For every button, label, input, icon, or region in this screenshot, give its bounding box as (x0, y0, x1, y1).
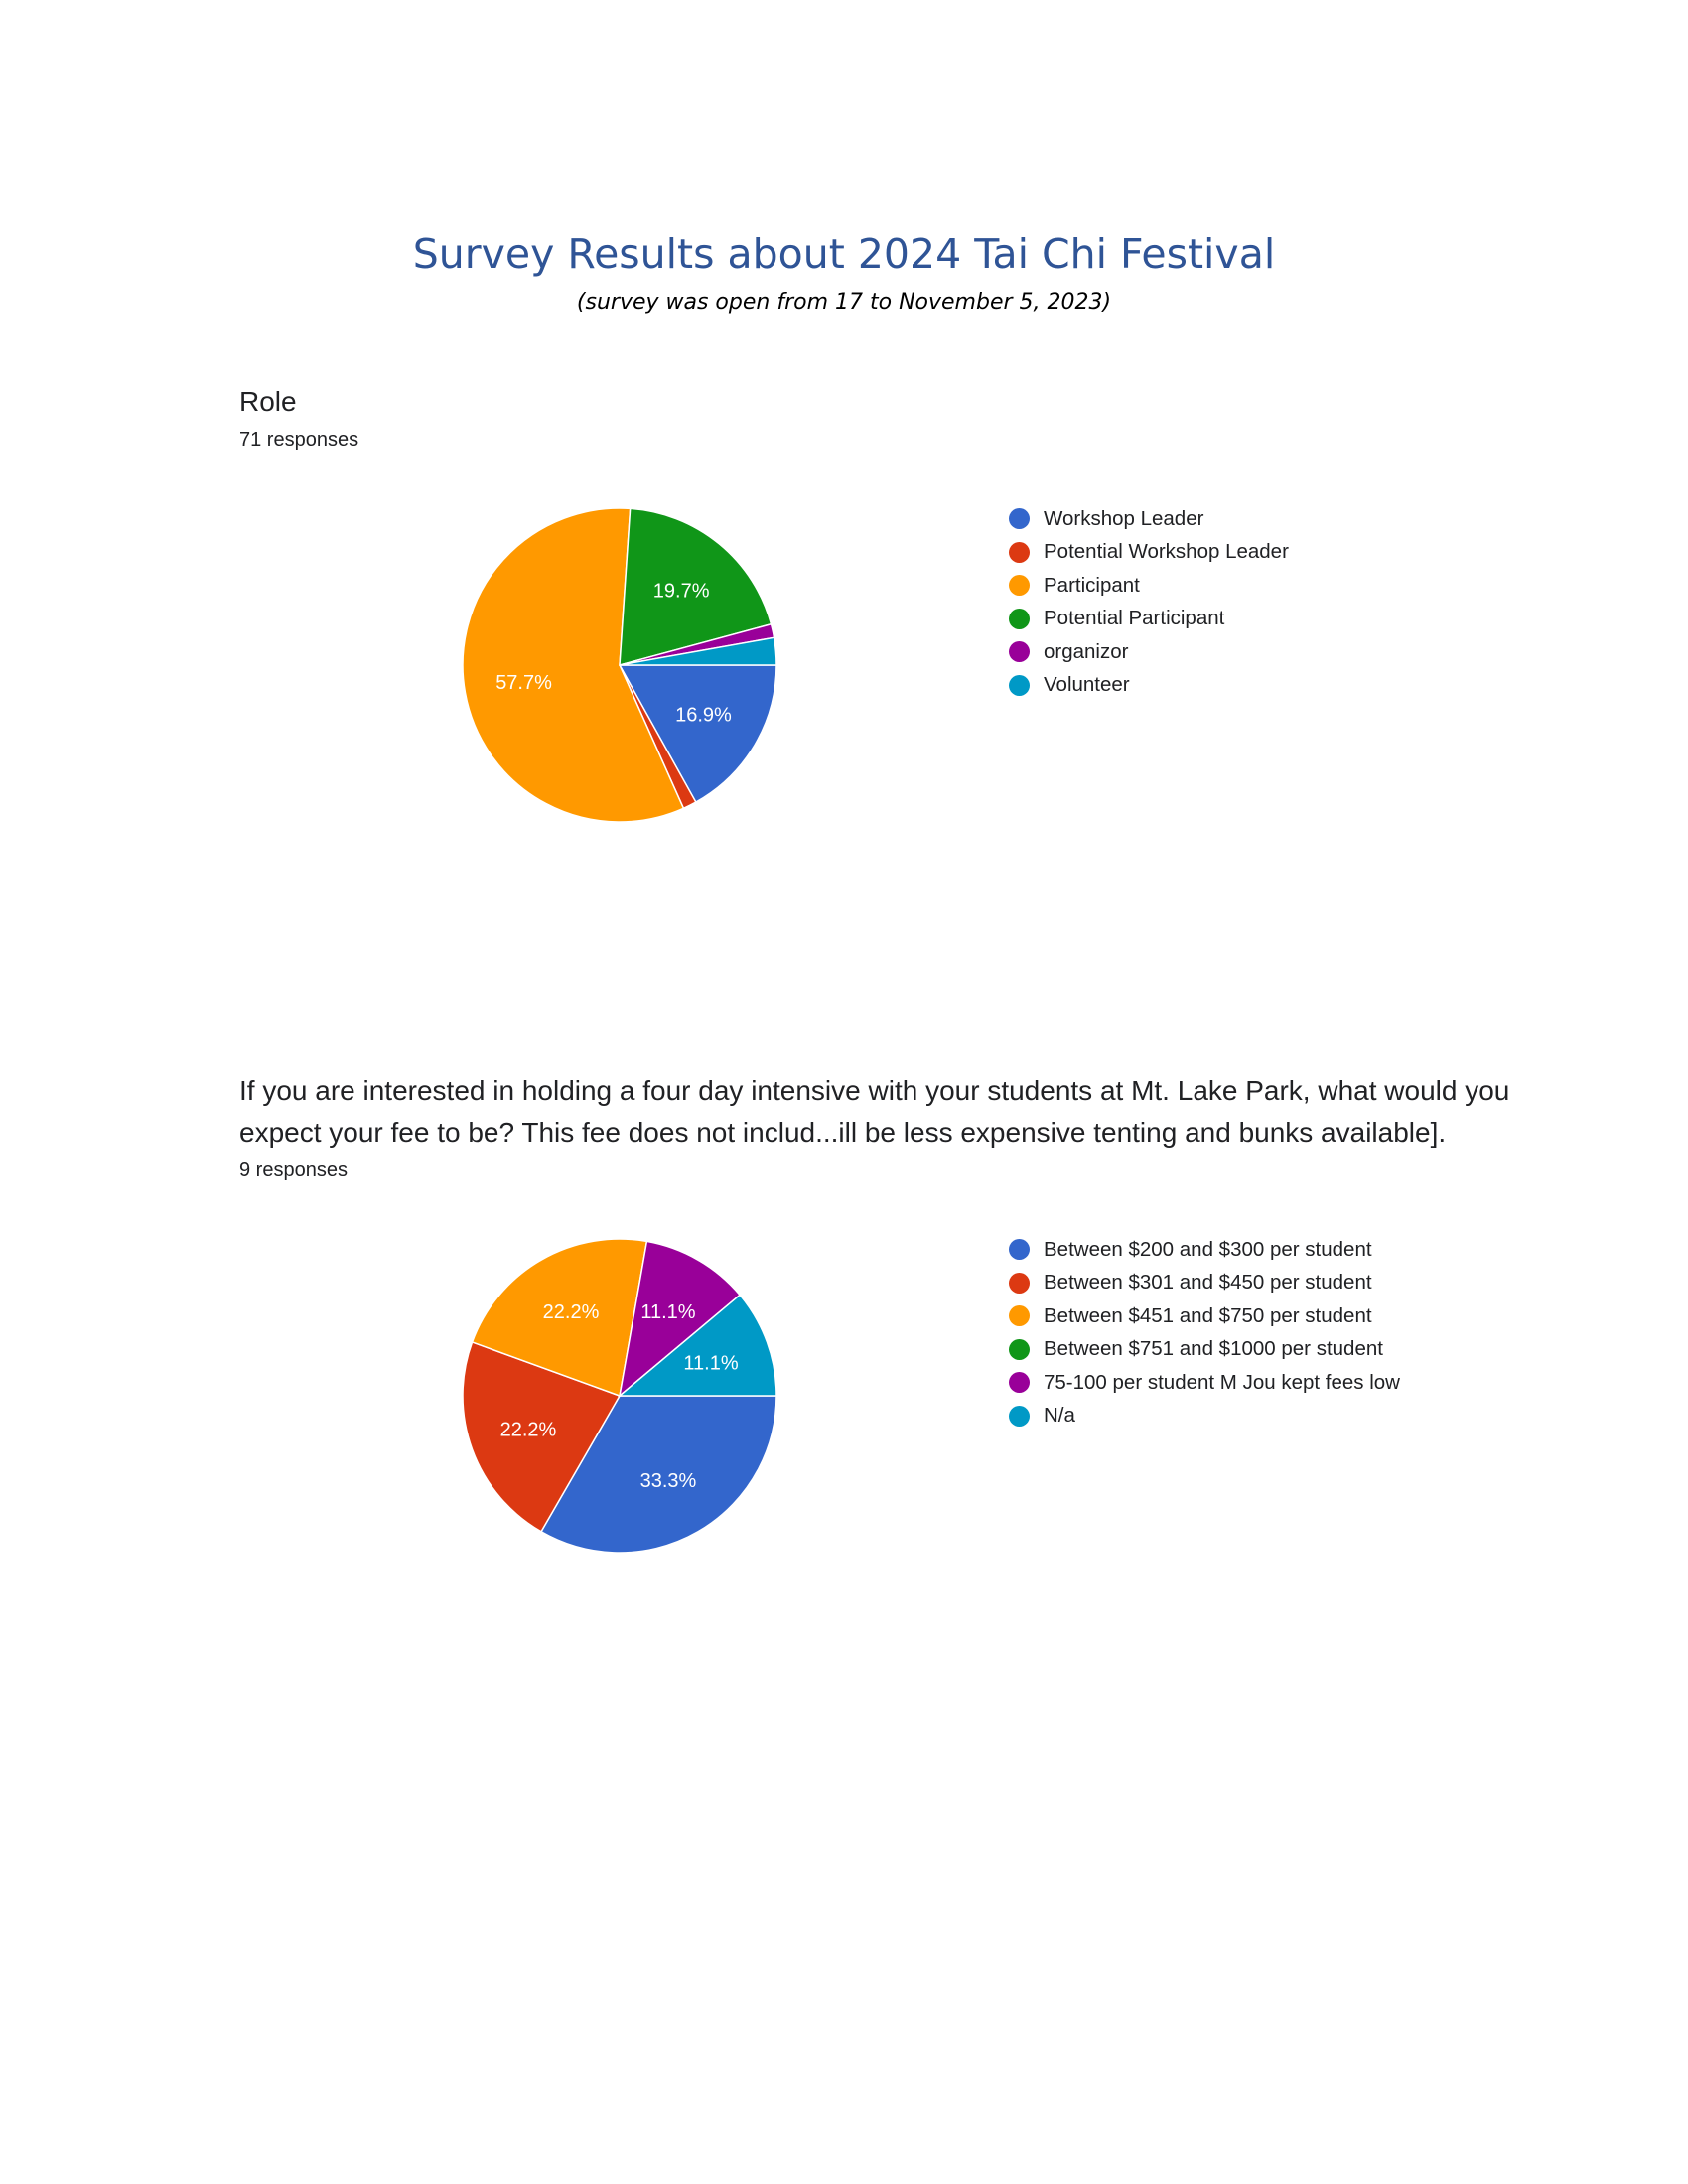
legend-dot (1009, 1372, 1030, 1393)
legend-dot (1009, 542, 1030, 563)
legend-dot (1009, 1273, 1030, 1294)
fee-pie-chart (463, 1239, 778, 1555)
slice-label-between-200-and-300-per-student: 33.3% (639, 1469, 697, 1492)
legend-dot (1009, 675, 1030, 696)
legend-label: organizor (1044, 639, 1129, 663)
legend-label: Between $751 and $1000 per student (1044, 1337, 1383, 1361)
legend-dot (1009, 1339, 1030, 1360)
page-title: Survey Results about 2024 Tai Chi Festival (412, 230, 1276, 278)
chart-title-fee: If you are interested in holding a four day intensive with your students at Mt. Lake Park, what would you expect your fee to be? This fee does not includ...ill be less expensive tenting and bunks available]. (239, 1075, 1510, 1148)
legend-dot (1009, 575, 1030, 596)
slice-label-workshop-leader: 16.9% (675, 704, 732, 727)
legend-item-between-301-and-450-per-student (1009, 1267, 1400, 1300)
slice-label-n-a: 11.1% (683, 1352, 739, 1375)
legend-item-participant (1009, 569, 1289, 603)
legend-item-between-751-and-1000-per-student (1009, 1333, 1400, 1367)
legend-label: Workshop Leader (1044, 506, 1204, 530)
legend-item-between-200-and-300-per-student (1009, 1233, 1400, 1267)
legend-item-between-451-and-750-per-student (1009, 1299, 1400, 1333)
chart-title-role: Role (239, 386, 297, 417)
legend-item-75-100-per-student-m-jou-kept-fees-low (1009, 1366, 1400, 1400)
response-count-role: 71 responses (239, 429, 359, 451)
legend-label: Potential Participant (1044, 607, 1225, 630)
legend-dot (1009, 1305, 1030, 1326)
legend-dot (1009, 1406, 1030, 1427)
legend-item-potential-workshop-leader (1009, 536, 1289, 570)
slice-label-between-451-and-750-per-student: 22.2% (542, 1301, 600, 1324)
legend-label: 75-100 per student M Jou kept fees low (1044, 1370, 1400, 1394)
legend-label: Between $301 and $450 per student (1044, 1271, 1372, 1295)
page-subtitle: (survey was open from 17 to November 5, 2023) (576, 290, 1112, 315)
legend-label: N/a (1044, 1404, 1075, 1428)
slice-label-75-100-per-student-m-jou-kept-fees-low: 11.1% (640, 1301, 696, 1324)
slice-label-between-301-and-450-per-student: 22.2% (499, 1419, 557, 1441)
fee-legend (1009, 1233, 1400, 1433)
legend-dot (1009, 609, 1030, 629)
legend-label: Volunteer (1044, 673, 1130, 697)
legend-label: Potential Workshop Leader (1044, 540, 1289, 564)
slice-label-participant: 57.7% (495, 672, 552, 695)
legend-item-organizor (1009, 635, 1289, 669)
legend-label: Participant (1044, 573, 1140, 597)
role-legend (1009, 502, 1289, 702)
legend-label: Between $200 and $300 per student (1044, 1237, 1372, 1261)
legend-dot (1009, 508, 1030, 529)
legend-item-workshop-leader (1009, 502, 1289, 536)
response-count-fee: 9 responses (239, 1160, 348, 1181)
legend-dot (1009, 641, 1030, 662)
legend-item-n-a (1009, 1400, 1400, 1433)
legend-dot (1009, 1239, 1030, 1260)
legend-label: Between $451 and $750 per student (1044, 1303, 1372, 1327)
role-pie-chart (463, 508, 778, 824)
legend-item-potential-participant (1009, 603, 1289, 636)
legend-item-volunteer (1009, 669, 1289, 703)
slice-label-potential-participant: 19.7% (652, 580, 710, 603)
